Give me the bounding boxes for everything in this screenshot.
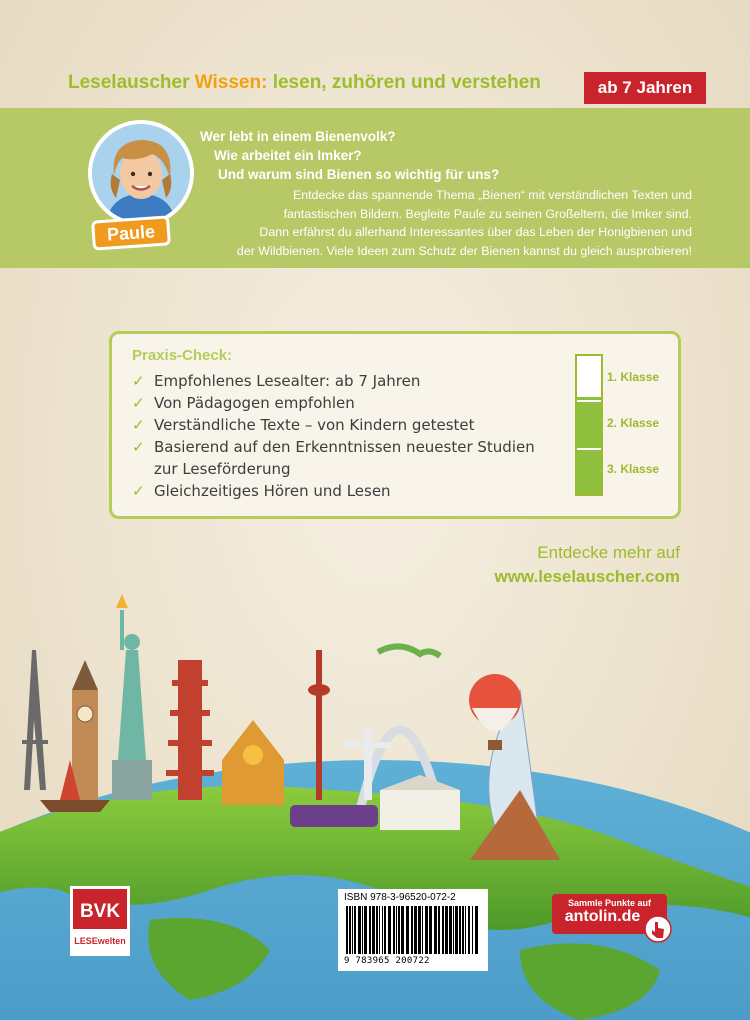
question-2: Wie arbeitet ein Imker? bbox=[214, 148, 362, 163]
character-name-tag: Paule bbox=[91, 215, 171, 250]
antolin-link: antolin.de bbox=[564, 908, 641, 925]
isbn-text: ISBN 978-3-96520-072-2 bbox=[344, 892, 456, 903]
barcode-bar bbox=[388, 906, 391, 954]
barcode-icon bbox=[344, 906, 482, 958]
barcode-bar bbox=[396, 906, 397, 954]
statue-of-liberty-icon bbox=[112, 594, 152, 800]
list-item-continuation bbox=[132, 458, 535, 480]
level-divider bbox=[577, 400, 601, 402]
series-header bbox=[0, 0, 750, 108]
more-info bbox=[494, 541, 680, 589]
check-icon: ✓ bbox=[132, 482, 145, 500]
tour-bus-icon bbox=[290, 805, 378, 827]
barcode-bar bbox=[382, 906, 383, 954]
barcode-bar bbox=[379, 906, 380, 954]
barcode-bar bbox=[455, 906, 458, 954]
list-item bbox=[132, 414, 535, 436]
blurb-line: Dann erfährst du allerhand Interessantes über das Leben der Honigbienen und bbox=[259, 225, 692, 239]
praxis-title: Praxis-Check: bbox=[132, 347, 233, 364]
reading-level-bar bbox=[575, 354, 603, 496]
barcode-bar bbox=[429, 906, 432, 954]
series-highlight: Wissen: bbox=[194, 72, 268, 93]
barcode-bar bbox=[445, 906, 448, 954]
barcode-bar bbox=[465, 906, 466, 954]
barcode-bar bbox=[364, 906, 367, 954]
blurb-line: Entdecke das spannende Thema „Bienen“ mit verständlichen Texten und bbox=[292, 188, 692, 202]
praxis-check-list bbox=[132, 370, 535, 502]
barcode-bar bbox=[384, 906, 386, 954]
barcode-bar bbox=[475, 906, 478, 954]
level-label-1: 1. Klasse bbox=[607, 370, 660, 384]
barcode-bar bbox=[401, 906, 404, 954]
level-label-3: 3. Klasse bbox=[607, 462, 660, 476]
character-avatar bbox=[88, 120, 194, 226]
boy-portrait-icon bbox=[92, 124, 190, 222]
check-icon: ✓ bbox=[132, 416, 145, 434]
list-item-text: Empfohlenes Lesealter: ab 7 Jahren bbox=[154, 372, 421, 390]
barcode-bar bbox=[393, 906, 395, 954]
list-item-text: Verständliche Texte – von Kindern getestet bbox=[154, 416, 475, 434]
barcode-bar bbox=[414, 906, 417, 954]
series-name: Leselauscher bbox=[68, 72, 195, 93]
level-label-2: 2. Klasse bbox=[607, 416, 660, 430]
publisher-logo bbox=[70, 886, 130, 956]
barcode-bar bbox=[354, 906, 356, 954]
reading-level-fill bbox=[577, 397, 601, 494]
level-divider bbox=[577, 448, 601, 450]
bvk-logo-icon bbox=[70, 886, 130, 956]
barcode-bar bbox=[369, 906, 371, 954]
isbn-barcode-box bbox=[338, 889, 488, 971]
website-link[interactable]: www.leselauscher.com bbox=[494, 567, 680, 586]
barcode-bar bbox=[358, 906, 361, 954]
praxis-check-box bbox=[109, 331, 681, 519]
list-item-text: Basierend auf den Erkenntnissen neuester Studien bbox=[154, 438, 535, 456]
list-item bbox=[132, 436, 535, 458]
barcode-bar bbox=[406, 906, 409, 954]
barcode-bar bbox=[362, 906, 363, 954]
blurb-line: der Wildbienen. Viele Ideen zum Schutz der Bienen kannst du gleich ausprobieren! bbox=[236, 243, 692, 258]
age-badge: ab 7 Jahren bbox=[584, 72, 706, 104]
barcode-bar bbox=[411, 906, 413, 954]
series-tagline: lesen, zuhören und verstehen bbox=[267, 72, 541, 93]
temple-icon bbox=[222, 720, 284, 805]
question-3: Und warum sind Bienen so wichtig für uns? bbox=[218, 167, 500, 182]
barcode-bar bbox=[449, 906, 452, 954]
barcode-bar bbox=[349, 906, 351, 954]
barcode-bar bbox=[459, 906, 461, 954]
barcode-bar bbox=[468, 906, 470, 954]
spacer bbox=[132, 458, 154, 480]
list-item bbox=[132, 370, 535, 392]
more-info-line: Entdecke mehr auf bbox=[537, 543, 680, 562]
barcode-bar bbox=[434, 906, 437, 954]
list-item-text: Von Pädagogen empfohlen bbox=[154, 394, 355, 412]
check-icon: ✓ bbox=[132, 438, 145, 456]
barcode-bar bbox=[352, 906, 353, 954]
logo-subtext: LESEwelten bbox=[74, 936, 126, 946]
pointing-hand-icon bbox=[643, 914, 673, 944]
list-item-text: Gleichzeitiges Hören und Lesen bbox=[154, 482, 391, 500]
blurb-line: fantastischen Bildern. Begleite Paule zu seinen Großeltern, die Imker sind. bbox=[283, 206, 692, 221]
barcode-bar bbox=[372, 906, 375, 954]
series-title bbox=[68, 72, 541, 94]
barcode-bar bbox=[376, 906, 378, 954]
antolin-badge[interactable] bbox=[552, 894, 667, 934]
barcode-bar bbox=[425, 906, 428, 954]
eiffel-tower-icon bbox=[22, 650, 48, 790]
barcode-bar bbox=[462, 906, 464, 954]
list-item bbox=[132, 392, 535, 414]
check-icon: ✓ bbox=[132, 394, 145, 412]
intro-questions bbox=[200, 127, 499, 184]
antolin-caption: Sammle Punkte auf bbox=[567, 898, 652, 908]
barcode-bar bbox=[442, 906, 444, 954]
question-1: Wer lebt in einem Bienenvolk? bbox=[200, 129, 396, 144]
list-item-text: zur Leseförderung bbox=[154, 460, 291, 478]
check-icon: ✓ bbox=[132, 372, 145, 390]
barcode-bar bbox=[472, 906, 473, 954]
barcode-bar bbox=[398, 906, 400, 954]
barcode-bar bbox=[438, 906, 440, 954]
barcode-bar bbox=[346, 906, 348, 954]
logo-text: BVK bbox=[79, 901, 121, 922]
intro-blurb bbox=[212, 186, 692, 260]
list-item bbox=[132, 480, 535, 502]
barcode-digits: 9 783965 200722 bbox=[344, 956, 430, 966]
barcode-bar bbox=[418, 906, 421, 954]
dragon-kite-icon bbox=[378, 646, 440, 656]
barcode-bar bbox=[422, 906, 423, 954]
barcode-bar bbox=[453, 906, 454, 954]
big-ben-icon bbox=[72, 660, 98, 800]
